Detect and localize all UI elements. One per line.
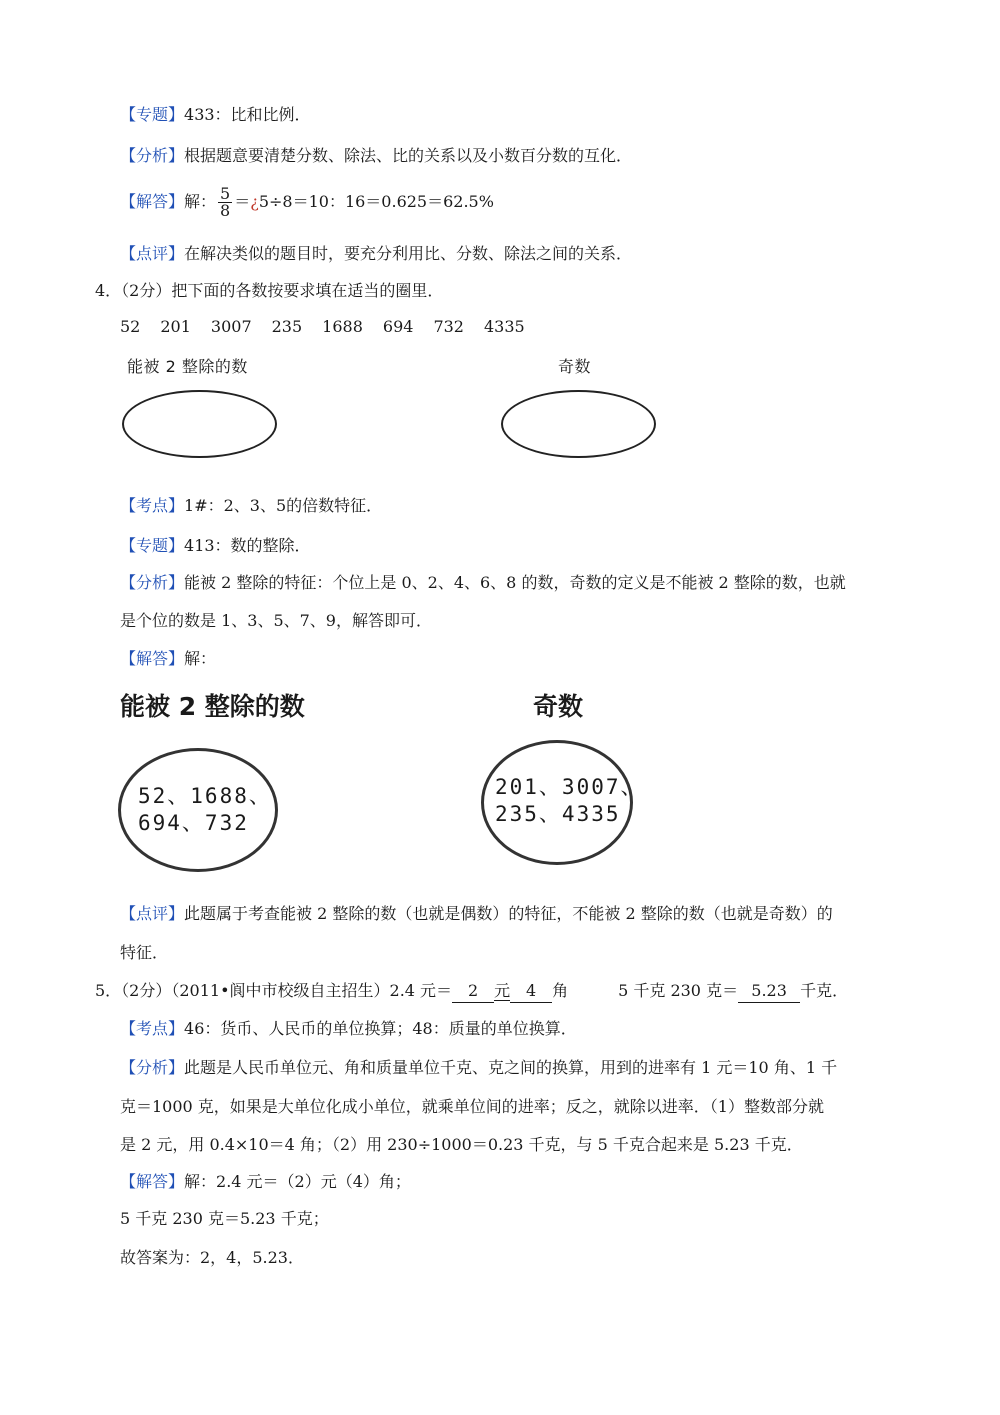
q5-answer-line2: 5 千克 230 克＝5.23 千克； [120, 1209, 329, 1228]
q4-topic-tag: 【专题】 [120, 536, 185, 555]
q5-blank-kg: 5.23 [738, 980, 800, 1003]
q3-fraction-numerator: 5 [220, 184, 231, 203]
q4-comment-line1 [120, 903, 833, 925]
q5-point-text: 46：货币、人民币的单位换算；48：质量的单位换算． [184, 1019, 577, 1038]
q3-comment-text: 在解决类似的题目时，要充分利用比、分数、除法之间的关系． [184, 244, 633, 263]
q4-question: 4．（2分）把下面的各数按要求填在适当的圈里． [95, 281, 444, 300]
q4-topic-text: 413：数的整除． [184, 536, 311, 555]
q3-analysis-line [120, 145, 632, 167]
q4-number-list [120, 316, 545, 338]
q4-point-text: 1#：2、3、5的倍数特征． [184, 496, 383, 515]
q4-comment-text: 此题属于考查能被 2 整除的数（也就是偶数）的特征，不能被 2 整除的数（也就是奇数）的 [184, 904, 833, 923]
q5-analysis-line2: 克＝1000 克，如果是大单位化成小单位，就乘单位间的进率；反之，就除以进率．（1）整数部分就 [120, 1097, 824, 1116]
q3-answer-tag: 【解答】 [120, 192, 185, 211]
q5-analysis-line1 [120, 1057, 837, 1079]
q4-comment-line2: 特征． [120, 943, 169, 962]
q4-number: 1688 [322, 317, 363, 336]
q4-answer-line [120, 648, 216, 670]
q4-odd-circle [501, 390, 656, 458]
q4-point-line [120, 495, 382, 517]
q4-analysis-line2: 是个位的数是 1、3、5、7、9，解答即可． [120, 611, 432, 630]
q5-answer-line3: 故答案为：2，4，5.23． [120, 1248, 304, 1267]
q5-analysis-text: 此题是人民币单位元、角和质量单位千克、克之间的换算，用到的进率有 1 元＝10 角、1 千 [184, 1058, 838, 1077]
q4-answer-tag: 【解答】 [120, 649, 185, 668]
q5-unit-kg: 千克． [800, 981, 849, 1000]
q4-number: 732 [433, 317, 464, 336]
q5-blank-yuan: 2 [452, 980, 494, 1003]
q5-answer-line1 [120, 1171, 411, 1193]
q4-even-values-line1: 52、1688、 [138, 784, 272, 808]
q3-analysis-tag: 【分析】 [120, 146, 185, 165]
q3-answer-equals: ＝ [234, 192, 251, 211]
q4-answer-odd-values [495, 774, 644, 828]
q4-number: 4335 [483, 317, 525, 336]
q4-number: 3007 [210, 317, 252, 336]
q5-point-tag: 【考点】 [120, 1019, 185, 1038]
q5-unit-yuan: 元 [494, 981, 511, 1000]
q3-comment-tag: 【点评】 [120, 244, 185, 263]
q3-topic-line [120, 104, 311, 126]
q4-answer-even-values [138, 783, 272, 837]
q5-point-line [120, 1018, 577, 1040]
q3-fraction-denominator: 8 [220, 201, 231, 220]
q5-analysis-line3: 是 2 元，用 0.4×10＝4 角；（2）用 230÷1000＝0.23 千克，与 5 千克合起来是 5.23 千克． [120, 1135, 803, 1154]
q3-topic-tag: 【专题】 [120, 105, 185, 124]
q4-even-values-line2: 694、732 [138, 811, 249, 835]
q3-topic-text: 433：比和比例． [184, 105, 311, 124]
q4-answer-text: 解： [184, 649, 217, 668]
q3-answer-prefix: 解： [184, 192, 217, 211]
q4-analysis-line1 [120, 572, 846, 594]
q4-answer-even-label: 能被 2 整除的数 [120, 692, 305, 721]
q4-odd-values-line1: 201、3007、 [495, 775, 644, 799]
q3-answer-rest: 5÷8＝10：16＝0.625＝62.5% [258, 192, 494, 211]
q4-answer-odd-label: 奇数 [533, 692, 584, 721]
q4-number: 694 [382, 317, 414, 336]
q4-number: 52 [120, 317, 141, 336]
q3-answer-glyph: ¿ [250, 192, 259, 211]
q5-question-mid: 5 千克 230 克＝ [618, 981, 739, 1000]
q4-point-tag: 【考点】 [120, 496, 185, 515]
q4-odd-values-line2: 235、4335 [495, 802, 621, 826]
q5-question [95, 980, 848, 1003]
q4-analysis-tag: 【分析】 [120, 573, 185, 592]
q3-fraction [218, 186, 232, 219]
q4-number: 201 [160, 317, 191, 336]
q5-blank-jiao: 4 [510, 980, 552, 1003]
q5-unit-jiao: 角 [552, 981, 569, 1000]
q3-analysis-text: 根据题意要清楚分数、除法、比的关系以及小数百分数的互化． [184, 146, 633, 165]
q4-even-label: 能被 2 整除的数 [127, 357, 248, 376]
q4-topic-line [120, 535, 311, 557]
q5-answer-tag: 【解答】 [120, 1172, 185, 1191]
q5-answer-text: 解：2.4 元＝（2）元（4）角； [184, 1172, 411, 1191]
q5-question-prefix: 5．（2分）（2011•阆中市校级自主招生）2.4 元＝ [95, 981, 453, 1000]
q4-comment-tag: 【点评】 [120, 904, 185, 923]
q4-even-circle [122, 390, 277, 458]
q4-odd-label: 奇数 [558, 357, 592, 376]
q3-comment-line [120, 243, 632, 265]
q5-analysis-tag: 【分析】 [120, 1058, 185, 1077]
q4-analysis-text: 能被 2 整除的特征：个位上是 0、2、4、6、8 的数，奇数的定义是不能被 2 整除的数，也就 [184, 573, 846, 592]
q3-answer-line [120, 182, 494, 222]
q4-number: 235 [271, 317, 303, 336]
